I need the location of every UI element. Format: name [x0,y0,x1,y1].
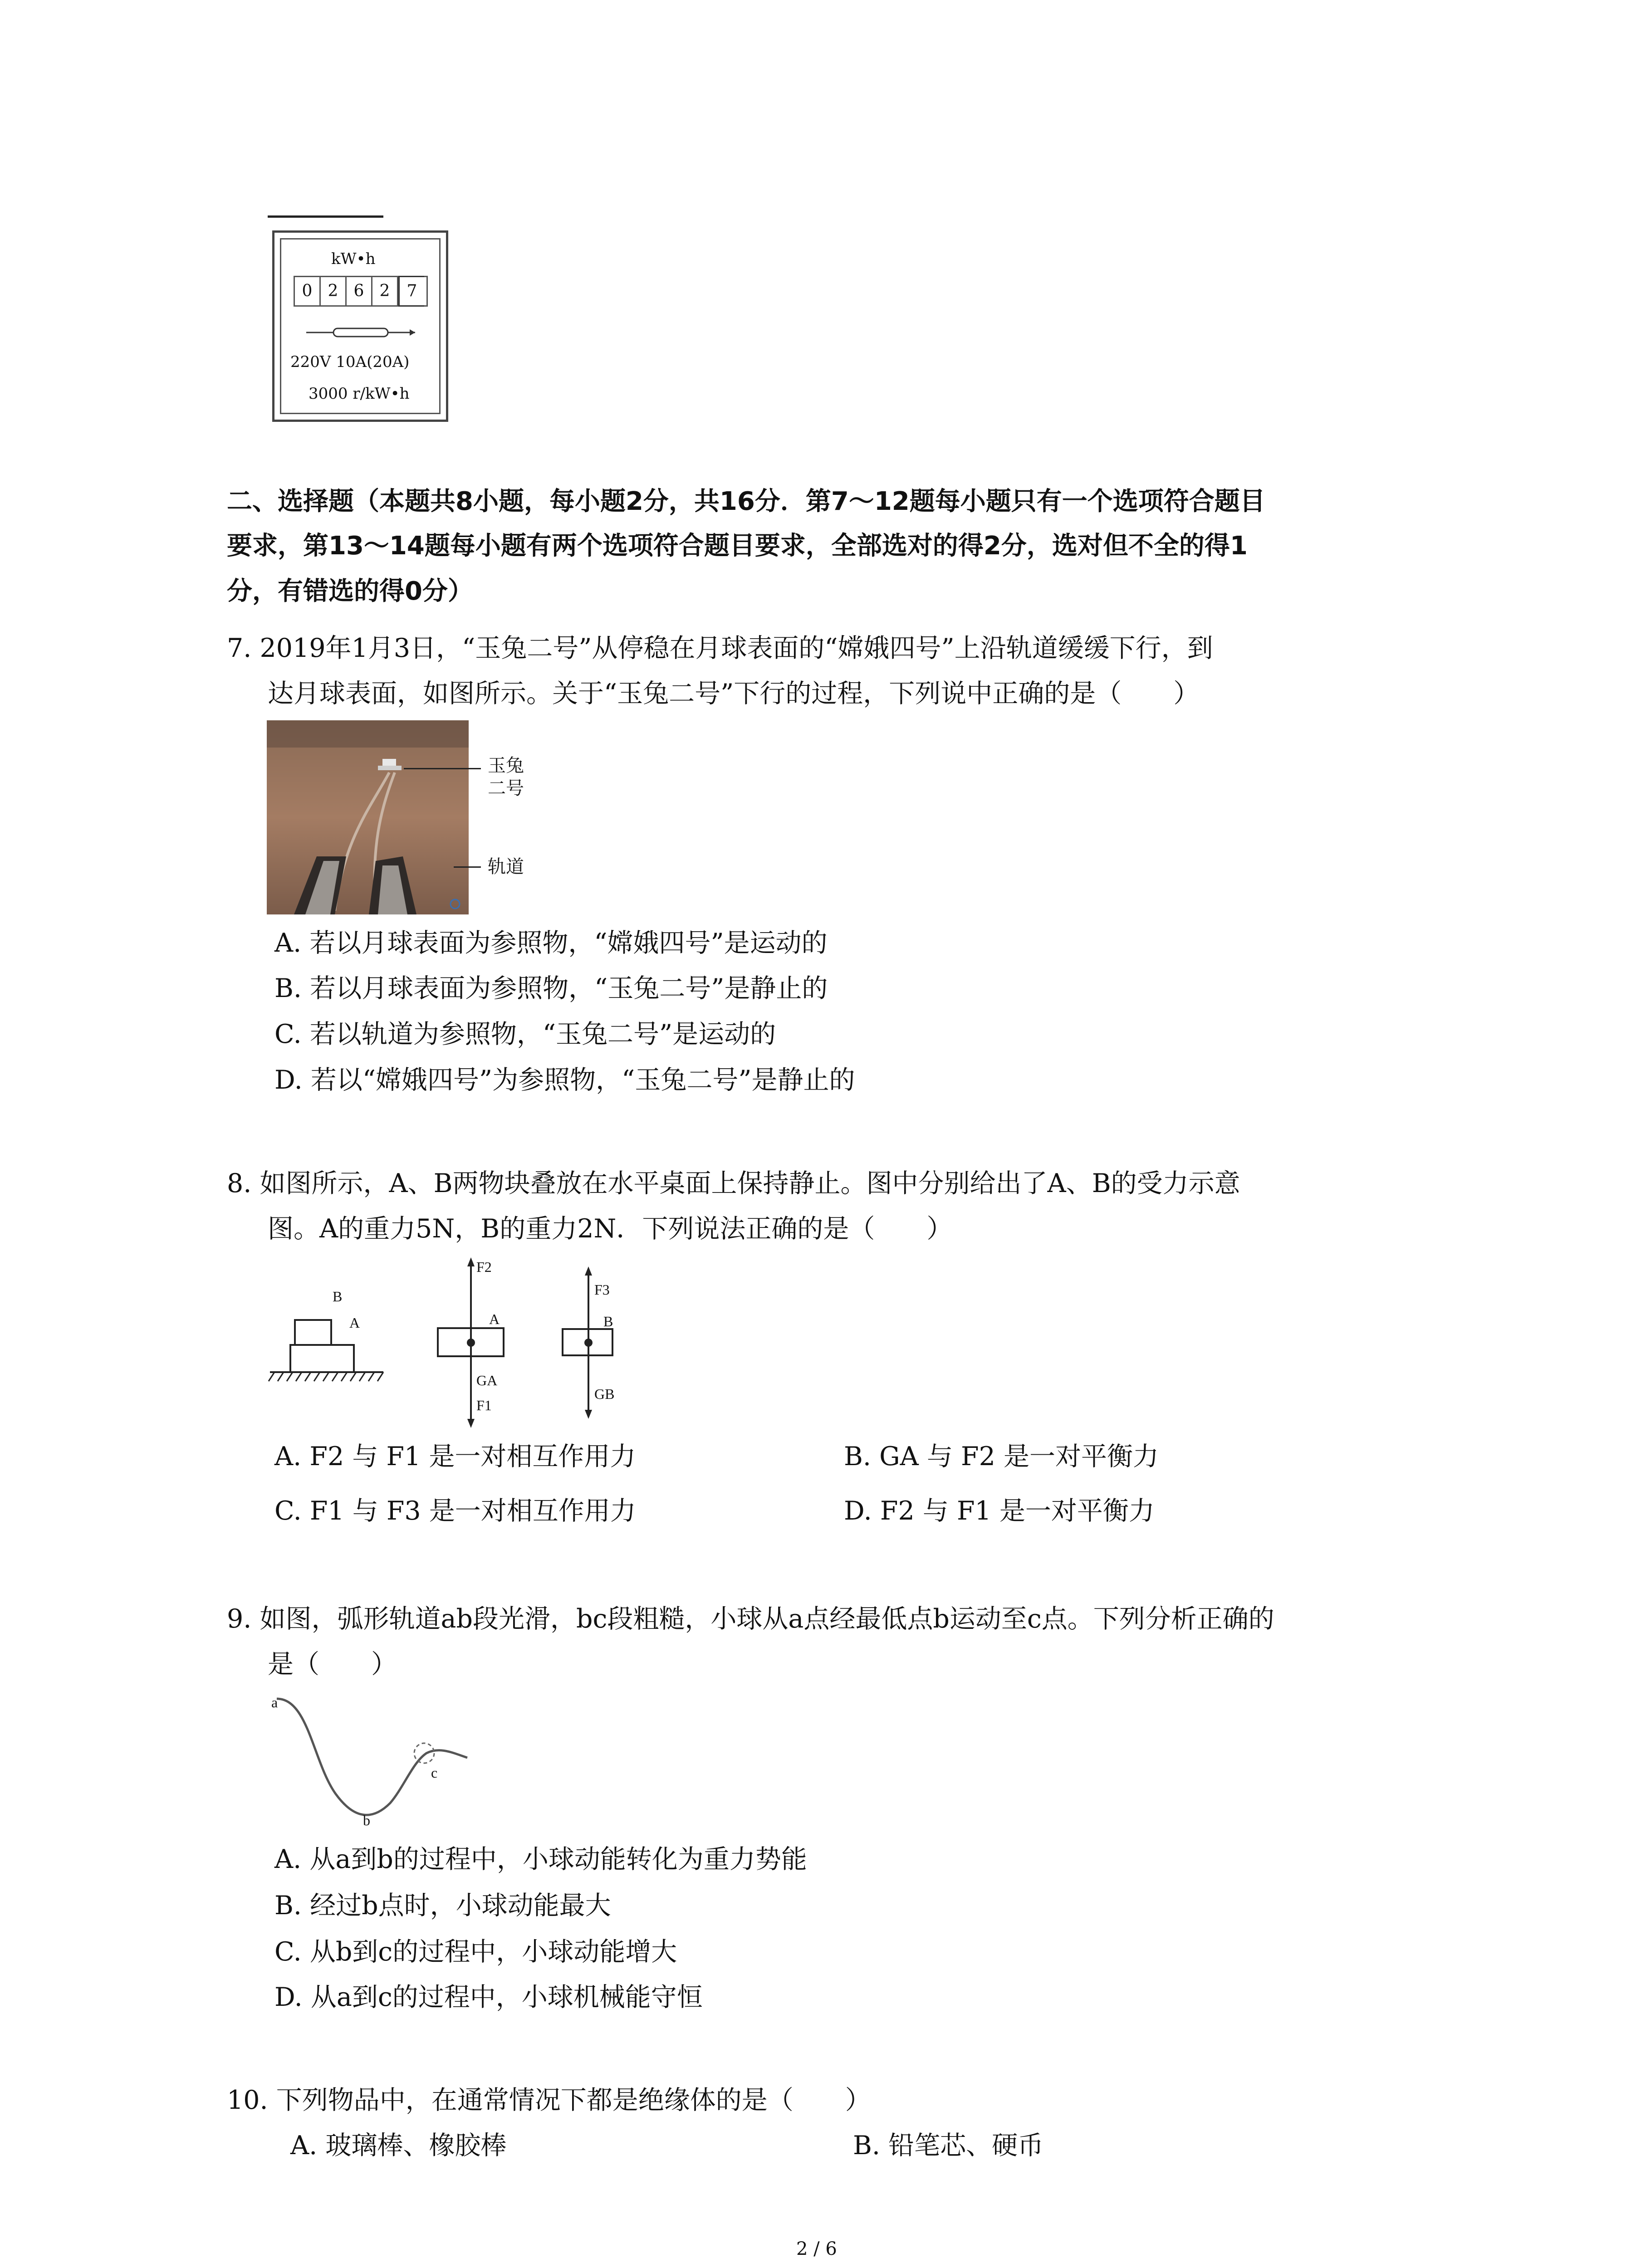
meter-digit: 0 [295,277,321,305]
q9-point-a: a [271,1694,278,1711]
q8-label-b: B [603,1313,613,1330]
meter-digit: 2 [321,277,347,305]
q9-option-b[interactable]: B. 经过b点时，小球动能最大 [274,1891,611,1921]
meter-disc-icon [302,323,420,342]
q9-stem-line1: 9. 如图，弧形轨道ab段光滑，bc段粗糙，小球从a点经最低点b运动至c点。下列分析正确的 [227,1604,1274,1634]
q7-leader-rover [404,768,481,769]
q8-stack-label-b: B [333,1288,343,1305]
q9-track-diagram [268,1690,481,1835]
meter-digit: 6 [347,277,372,305]
section-heading-line3: 分，有错选的得0分） [227,577,473,606]
q10-stem: 10. 下列物品中，在通常情况下都是绝缘体的是（ ） [227,2085,871,2115]
page-number: 2 / 6 [796,2239,837,2259]
q9-point-c: c [431,1765,438,1781]
q9-point-b: b [363,1812,370,1828]
meter-digits [294,276,428,307]
q9-option-d[interactable]: D. 从a到c的过程中，小球机械能守恒 [274,1982,703,2012]
q8-label-a: A [489,1311,500,1327]
q8-stem-line2: 图。A的重力5N，B的重力2N．下列说法正确的是（ ） [268,1214,953,1244]
q7-label-rover-1: 玉兔 [488,755,524,776]
q8-option-a[interactable]: A. F2 与 F1 是一对相互作用力 [274,1442,636,1471]
q7-label-track: 轨道 [488,856,524,877]
q8-label-f1: F1 [476,1397,492,1413]
q9-option-c[interactable]: C. 从b到c的过程中，小球动能增大 [274,1937,677,1967]
meter-rating: 220V 10A(20A) [290,353,410,371]
meter-unit: kW•h [331,250,376,268]
meter-rate: 3000 r/kW•h [309,385,410,403]
meter-digit: 7 [398,276,424,307]
q9-stem-line2: 是（ ） [268,1649,397,1679]
q10-option-a[interactable]: A. 玻璃棒、橡胶棒 [290,2131,507,2160]
q7-option-b[interactable]: B. 若以月球表面为参照物，“玉兔二号”是静止的 [274,973,828,1003]
q7-option-c[interactable]: C. 若以轨道为参照物，“玉兔二号”是运动的 [274,1019,776,1049]
q10-option-b[interactable]: B. 铅笔芯、硬币 [853,2131,1044,2160]
q8-option-d[interactable]: D. F2 与 F1 是一对平衡力 [844,1496,1155,1526]
q7-moon-photo [267,720,469,914]
blank-line [268,215,383,218]
q8-option-c[interactable]: C. F1 与 F3 是一对相互作用力 [274,1496,636,1526]
q9-option-a[interactable]: A. 从a到b的过程中，小球动能转化为重力势能 [274,1844,807,1874]
q7-stem-line1: 7. 2019年1月3日，“玉兔二号”从停稳在月球表面的“嫦娥四号”上沿轨道缓缓下行，到 [227,633,1213,663]
q8-stacked-blocks-diagram [268,1288,395,1388]
q7-option-d[interactable]: D. 若以“嫦娥四号”为参照物，“玉兔二号”是静止的 [274,1065,855,1095]
electricity-meter [272,230,448,422]
q7-option-a[interactable]: A. 若以月球表面为参照物，“嫦娥四号”是运动的 [274,928,828,958]
section-heading-line2: 要求，第13～14题每小题有两个选项符合题目要求，全部选对的得2分，选对但不全的得1 [227,531,1248,561]
q7-leader-track [454,866,481,868]
q7-stem-line2: 达月球表面，如图所示。关于“玉兔二号”下行的过程，下列说中正确的是（ ） [268,679,1200,709]
q8-stack-label-a: A [349,1315,360,1331]
q8-label-f2: F2 [476,1259,492,1275]
q8-force-diagram-a [436,1256,508,1429]
meter-digit: 2 [372,277,398,305]
q8-stem-line1: 8. 如图所示，A、B两物块叠放在水平桌面上保持静止。图中分别给出了A、B的受力示意 [227,1168,1240,1198]
q8-option-b[interactable]: B. GA 与 F2 是一对平衡力 [844,1442,1159,1471]
q8-label-ga: GA [476,1372,498,1388]
q8-label-gb: GB [594,1386,615,1402]
q8-label-f3: F3 [594,1281,610,1298]
q7-label-rover-2: 二号 [488,778,524,799]
section-heading-line1: 二、选择题（本题共8小题，每小题2分，共16分．第7～12题每小题只有一个选项符合题目 [227,487,1265,516]
